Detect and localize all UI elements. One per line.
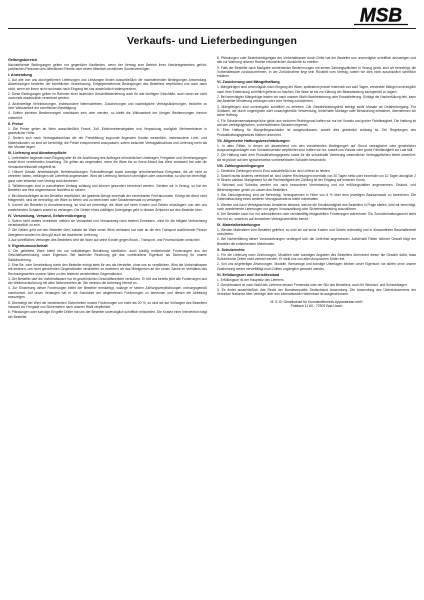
document-title: Verkaufs- und Lieferbedingungen [127, 35, 297, 47]
company-address [217, 300, 416, 309]
section-heading: III. Lieferung und Abnahmepflicht [8, 151, 67, 156]
paragraph: 2. Die Gefahr geht auf den Besteller über, sobald die Ware unser Werk verlassen hat oder an die den Transport ausführende Person übergeben worden ist; dies gilt auch bei frachtfreier Lieferung. [8, 228, 207, 237]
section-heading: IX. Materialbeistellungen [217, 222, 261, 227]
paragraph: 4. Bei Abrufaufträgen ist der Besteller verpflichtet, die gesamte Menge innerhalb der vereinbarten Frist abzurufen. Erfolgt der Abruf nicht fristgerecht, sind wir berechtigt, die Ware zu liefern und zu berechnen oder Schadensersatz zu verlangen. [8, 193, 207, 203]
paragraph: 2. Ändern sich nach Vertragsabschluss die der Preisbildung zugrunde liegenden Kosten wesentlich, insbesondere Lohn- und Materialkosten, so sind wir berechtigt, die Preise entsprechend anzupassen, sofern zwischen Vertragsabschluss und Lieferung mehr als vier Monate liegen. [8, 136, 207, 150]
paragraph: 3. Mängelrügen sind unverzüglich schriftlich zu erheben. Die Gewährleistungsfrist beträgt zwölf Monate ab Gefahrübergang. Für Schäden, die durch ungeeignete oder unsachgemäße Verwendung, fehlerhafte Montage oder Behandlung entstehen, übernehmen wir keine Haftung. [217, 104, 416, 118]
paragraph: 6. Der Besteller kann nur mit unbestrittenen oder rechtskräftig festgestellten Forderungen aufrechnen. Ein Zurückbehaltungsrecht steht ihm nur zu, soweit es auf demselben Vertragsverhältnis beruht. [217, 212, 416, 221]
left-column [8, 56, 207, 596]
section-heading: VI. Zusicherung und Mängelhaftung [217, 80, 280, 85]
paragraph: 2. Bei Nichterfüllung dieser Voraussetzungen verlängert sich die Lieferfrist angemessen. Außerhalb Fällen höherer Gewalt trägt der Besteller die entstehenden Mehrkosten. [217, 237, 416, 246]
paragraph: 4. Bei Zahlungsverzug sind wir berechtigt, Verzugszinsen in Höhe von 8 % über dem jeweiligen Basiszinssatz zu berechnen. Die Geltendmachung eines weiteren Verzugsschadens bleibt vorbehalten. [217, 193, 416, 202]
paragraph: 5. Kommt der Besteller in Annahmeverzug, so sind wir berechtigt, die Ware auf seine Kosten und Gefahr einzulagern und den uns entstehenden Schaden ersetzt zu verlangen. Die Gefahr eines zufälligen Untergangs geht in diesem Zeitpunkt auf den Besteller über. [8, 203, 207, 212]
paragraph: 2. Diese Bedingungen gelten im Rahmen einer laufenden Geschäftsbeziehung auch für alle künftigen Geschäfte, auch wenn sie nicht nochmals ausdrücklich vereinbart werden. [8, 91, 207, 101]
msb-logo-graphic [352, 4, 410, 26]
paragraph: 1. Mängelrügen sind unverzüglich nach Eingang der Ware, spätestens jedoch innerhalb von acht Tagen, versteckte Mängel unverzüglich nach ihrer Entdeckung schriftlich geltend zu machen. Die Ware ist bis zur Klärung der Beanstandung sachgemäß zu lagern. [217, 85, 416, 94]
paragraph: 3. Auf schriftliches Verlangen des Bestellers wird die Ware auf seine Kosten gegen Bruch-, Transport- und Feuerschäden versichert. [8, 237, 201, 242]
section-heading: VIII. Zahlungsbedingungen [217, 163, 265, 168]
paragraph: 1. Für die Lieferung nach Zeichnungen, Modellen oder sonstigen Angaben des Bestellers übernimmt dieser die Gewähr dafür, dass Schutzrechte Dritter nicht verletzt werden. Er stellt uns von allen Ansprüchen Dritter frei. [217, 252, 416, 262]
paragraph: 6. Pfändungen oder sonstige Eingriffe Dritter hat uns der Besteller unverzüglich schriftlich mitzuteilen. Die Kosten einer Intervention trägt der Besteller. [8, 310, 207, 319]
paragraph: 9. Falls der Besteller nach Maßgabe vorstehender Bestimmungen mit seinen Zahlungspflichten in Verzug gerät, sind wir berechtigt, die Vorbehaltsware zurückzunehmen. In der Zurücknahme liegt kein Rücktritt vom Vertrag, sofern wir dies nicht ausdrücklich schriftlich erklären. [217, 65, 416, 79]
section-heading: X. Schutzrechte [217, 247, 245, 252]
section-heading: IV. Versendung, Versand, Gefahrenübergang [8, 213, 86, 218]
section-heading: Geltungsbereich [8, 57, 38, 62]
paragraph: 2. Eine Be- oder Verarbeitung durch den Besteller erfolgt stets für uns als Hersteller, ohne uns zu verpflichten. Wird die Vorbehaltsware mit anderen, uns nicht gehörenden Gegenständen verarbeitet, so erwerben wir das Miteigentum an der neuen Sache im Verhältnis des Rechnungswertes unserer Ware zu den anderen verarbeiteten Gegenständen. [8, 262, 207, 276]
paragraph: 3. Teillieferungen sind in zumutbarem Umfang zulässig und können gesondert berechnet werden. Geraten wir in Verzug, so hat der Besteller uns eine angemessene Nachfrist zu setzen. [8, 184, 207, 193]
right-column [217, 56, 416, 596]
paragraph: 2. Von uns angefertigte Zeichnungen, Modelle, Werkzeuge und sonstige Unterlagen bleiben unser Eigentum; sie dürfen ohne unsere Zustimmung weder vervielfältigt noch Dritten zugänglich gemacht werden. [217, 262, 416, 271]
paragraph: 1. Die Preise gelten ab Werk ausschließlich Fracht, Zoll, Einfuhrnebenabgaben und Verpackung zuzüglich Mehrwertsteuer in gesetzlicher Höhe. [8, 126, 207, 135]
paragraph: 2. Höhere Gewalt, Arbeitskämpfe, Betriebsstörungen, Rohstoffmangel sowie sonstige unvorhersehbare Ereignisse, die wir nicht zu vertreten haben, verlängern die Lieferfrist angemessen. Wird die Lieferung hierdurch unmöglich oder unzumutbar, so sind wir berechtigt, ganz oder teilweise vom Vertrag zurückzutreten. [8, 170, 207, 183]
paragraph: 4. Zur Einziehung dieser Forderungen bleibt der Besteller ermächtigt, solange er seinen Zahlungsverpflichtungen ordnungsgemäß nachkommt. Auf unser Verlangen hat er die Schuldner der abgetretenen Forderungen zu benennen und diesen die Abtretung anzuzeigen. [8, 286, 207, 300]
paragraph: 2. Bei berechtigter Mängelrüge leisten wir nach unserer Wahl Nachbesserung oder Ersatzlieferung. Schlägt die Nacherfüllung fehl, kann der Besteller Minderung verlangen oder vom Vertrag zurücktreten. [217, 95, 416, 104]
header-rule [8, 28, 416, 29]
paragraph: 3. Wechsel und Schecks werden nur nach besonderer Vereinbarung und nur erfüllungshalber angenommen. Diskont- und Wechselspesen gehen zu Lasten des Bestellers. [217, 183, 416, 192]
paragraph: 1. Lieferfristen beginnen nach Eingang aller für die Ausführung des Auftrages erforderlichen Unterlagen, Freigaben und Genehmigungen sowie einer vereinbarten Anzahlung. Sie gelten als eingehalten, wenn die Ware bis zu ihrem Ablauf das Werk verlassen hat oder die Versandbereitschaft mitgeteilt ist. [8, 156, 207, 169]
address-line: Postfach 11 60 · 72902 Bad Urach [290, 304, 343, 309]
paragraph: 1. In allen Fällen, in denen wir abweichend von den vorstehenden Bedingungen auf Grund vertraglicher oder gesetzlicher Anspruchsgrundlagen zum Schadensersatz verpflichtet sind, haften wir nur, soweit uns Vorsatz oder grobe Fahrlässigkeit zur Last fällt. [217, 143, 416, 153]
address-line: M. S. B. Gesellschaft für Kunststofftechnik-Apparatebau mbH [270, 299, 363, 304]
paragraph: 1. Auf alle von uns durchgeführten Lieferungen und Leistungen finden ausschließlich die nachstehenden Bedingungen Anwendung. Abweichungen bedürfen der schriftlichen Vereinbarung. Entgegenstehende Bedingungen des Bestellers verpflichten uns auch dann nicht, wenn wir ihnen nicht nochmals nach Eingang bei uns ausdrücklich widersprechen. [8, 77, 207, 91]
paragraph: 5. Werden uns nach Vertragsschluss Umstände bekannt, welche die Kreditwürdigkeit des Bestellers in Frage stellen, sind wir berechtigt, noch ausstehende Lieferungen nur gegen Vorauszahlung oder Sicherheitsleistung auszuführen. [217, 202, 416, 212]
section-heading: I. Anwendung [8, 72, 33, 77]
logo-text: MSB [359, 5, 403, 26]
paragraph: 2. Soweit nichts anderes vereinbart ist, sind unsere Rechnungen innerhalb von 30 Tagen netto oder innerhalb von 10 Tagen abzüglich 2 % Skonto zahlbar. Maßgebend für die Rechtzeitigkeit der Zahlung ist der Eingang auf unserem Konto. [217, 173, 416, 183]
paragraph: 4. Für Schadensersatzansprüche gleich aus welchem Rechtsgrund haften wir nur bei Vorsatz und grober Fahrlässigkeit. Die Haftung ist auf den vertragstypischen, vorhersehbaren Schaden begrenzt. [217, 118, 416, 128]
paragraph: 1. Erfüllungsort ist der Hauptsitz des Lieferers. [217, 277, 285, 282]
document-body [8, 56, 416, 596]
paragraph: 4. Sollten einzelne Bestimmungen unwirksam sein oder werden, so bleibt die Wirksamkeit der übrigen Bestimmungen hiervon unberührt. [8, 111, 207, 120]
paragraph: 1. Die gelieferte Ware bleibt bis zur vollständigen Bezahlung sämtlicher, auch künftig entstehender Forderungen aus der Geschäftsverbindung unser Eigentum. Bei laufender Rechnung gilt das vorbehaltene Eigentum als Sicherung für unsere Saldoforderung. [8, 248, 207, 262]
paragraph: 2. Gerichtsstand ist nach Wahl des Lieferers dessen Firmensitz oder der Sitz des Bestellers, auch für Wechsel- und Scheckklagen. [217, 282, 408, 287]
paragraph: 1. Werden Materialien vom Besteller geliefert, so sind sie auf seine Kosten und Gefahr rechtzeitig und in einwandfreier Beschaffenheit anzuliefern. [217, 227, 416, 237]
section-heading: VII. Allgemeine Haftungsbeschränkungen [217, 138, 290, 143]
section-heading: XI. Erfüllungsort und Gerichtsstand [217, 272, 280, 277]
paragraph: 3. Der Besteller darf die Vorbehaltsware nur im gewöhnlichen Geschäftsverkehr veräußern. Er tritt uns bereits jetzt alle Forderungen aus der Weiterveräußerung mit allen Nebenrechten ab. Wir nehmen die Abtretung hiermit an. [8, 276, 207, 286]
paragraph: 1. Sämtliche Zahlungen sind in Euro ausschließlich an den Lieferer zu leisten. [217, 168, 331, 173]
paragraph: 2. Die Haftung nach dem Produkthaftungsgesetz sowie für die schuldhafte Verletzung wesentlicher Vertragspflichten bleibt unberührt; sie ist jedoch auf den typischerweise vorhersehbaren Schaden beschränkt. [217, 153, 416, 162]
section-heading: V. Eigentumsvorbehalt [8, 243, 48, 248]
paragraph: Nachstehende Bedingungen gelten nur gegenüber Kaufleuten, wenn der Vertrag zum Betrieb ihres Handelsgewerbes gehört, juristischen Personen des öffentlichen Rechts oder einem öffentlich-rechtlichen Sondervermögen. [8, 62, 207, 71]
section-heading: II. Preise [8, 121, 24, 126]
company-logo [352, 4, 410, 26]
paragraph: 8. Pfändungen oder Beeinträchtigungen der Vorbehaltsware durch Dritte hat der Besteller uns unverzüglich schriftlich anzuzeigen und alle zur Wahrung unserer Rechte erforderlichen Auskünfte zu erteilen. [217, 56, 416, 65]
paragraph: 3. Anderweitige Vereinbarungen, insbesondere Nebenabreden, Zusicherungen und nachträgliche Vertragsänderungen, bedürfen zu ihrer Wirksamkeit der schriftlichen Bestätigung. [8, 101, 207, 110]
paragraph: 1. Sofern nicht anders vereinbart, wählen wir Versandart und Versandweg nach bestem Ermessen, ohne für die billigste Verfrachtung verantwortlich zu sein. [8, 218, 207, 228]
paragraph: 5. Übersteigt der Wert der bestehenden Sicherheiten unsere Forderungen um mehr als 20 %, so sind wir auf Verlangen des Bestellers insoweit zur Freigabe von Sicherheiten nach unserer Wahl verpflichtet. [8, 300, 207, 309]
paragraph: 3. Es findet ausschließlich das Recht der Bundesrepublik Deutschland Anwendung. Die Anwendung des Übereinkommens der Vereinten Nationen über Verträge über den internationalen Warenkauf ist ausgeschlossen. [217, 288, 416, 297]
paragraph: 5. Eine Haftung für Mangelfolgeschäden ist ausgeschlossen, soweit dies gesetzlich zulässig ist. Die Regelungen des Produkthaftungsgesetzes bleiben unberührt. [217, 128, 416, 137]
